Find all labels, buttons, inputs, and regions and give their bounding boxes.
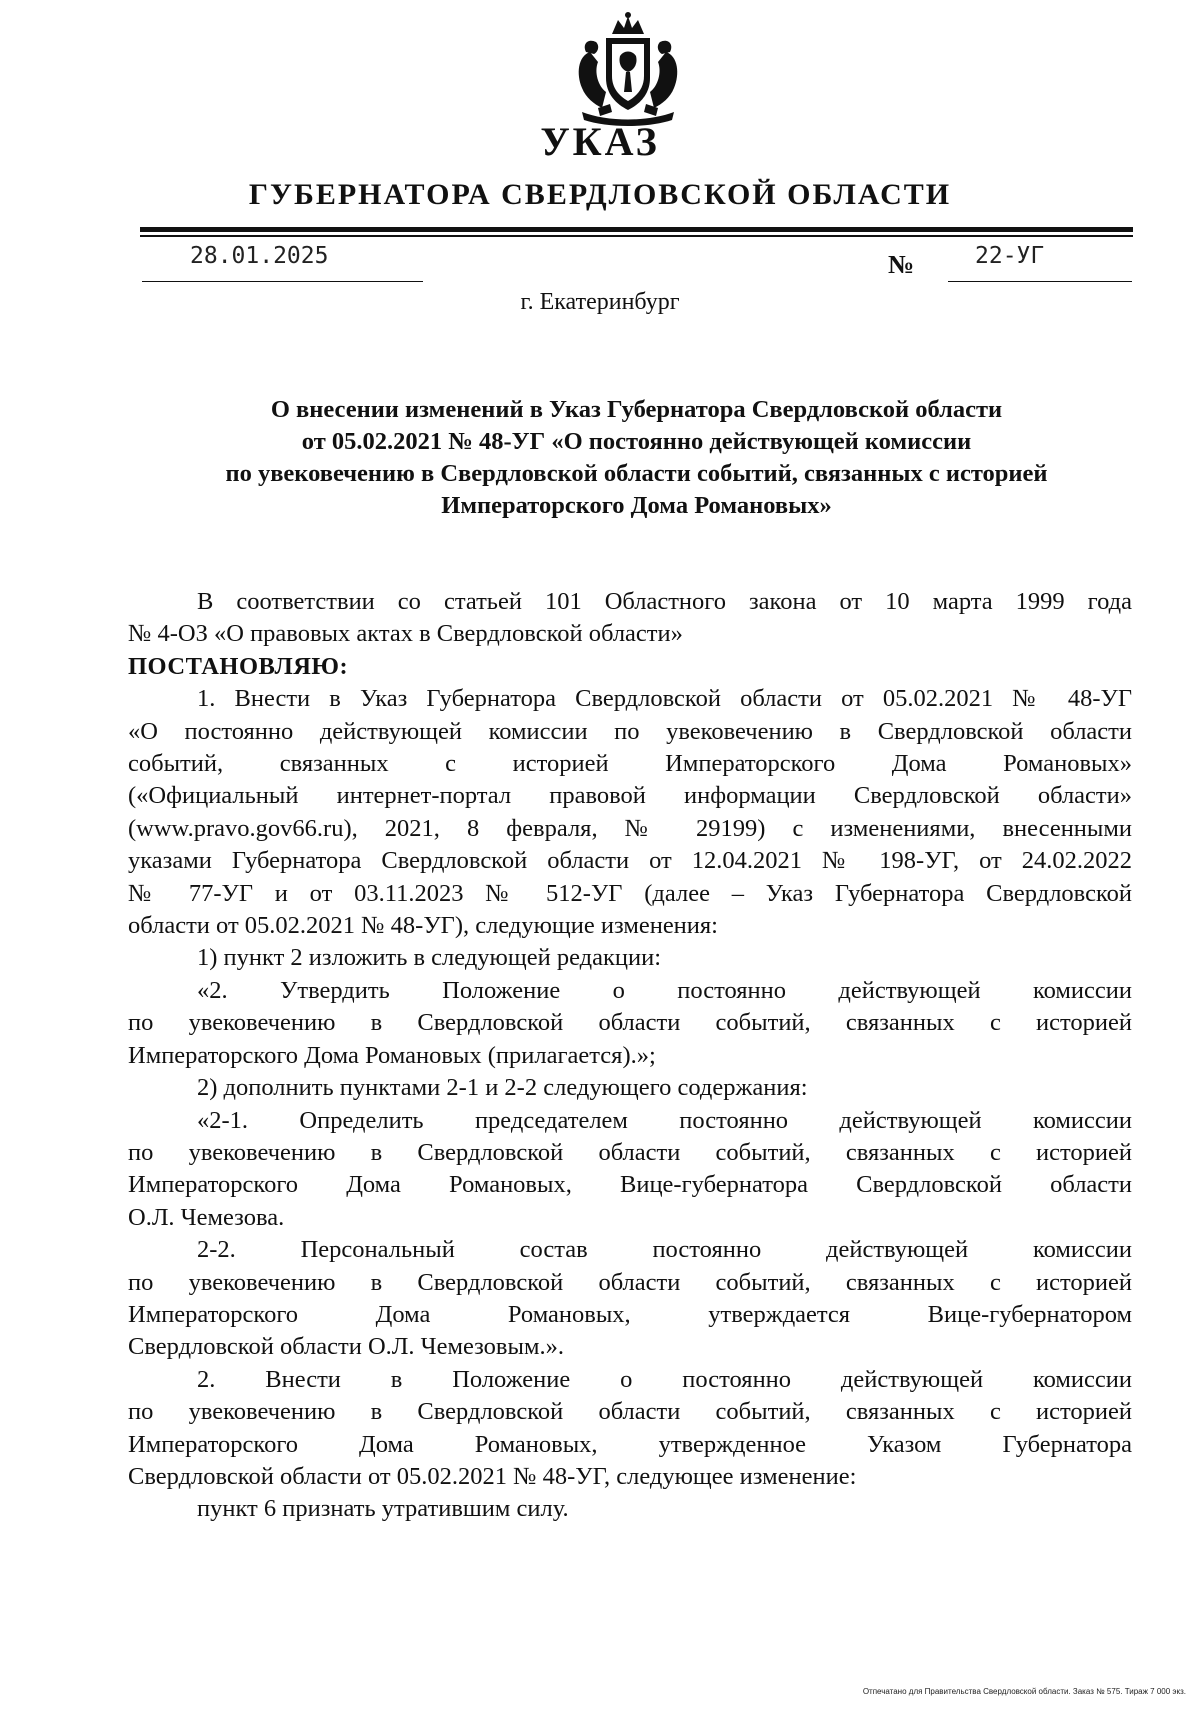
body-line: по увековечению в Свердловской области событий, связанных с историей — [128, 1138, 1132, 1166]
body-line: 2) дополнить пунктами 2-1 и 2-2 следующего содержания: — [197, 1074, 808, 1102]
date-underline — [142, 281, 423, 282]
document-date: 28.01.2025 — [190, 243, 329, 269]
header-rule-thick — [140, 227, 1133, 232]
body-line: Императорского Дома Романовых, утвержденное Указом Губернатора — [128, 1430, 1132, 1458]
body-line: «2-1. Определить председателем постоянно действующей комиссии — [197, 1106, 1132, 1134]
coat-of-arms-emblem — [568, 12, 688, 130]
body-line: Императорского Дома Романовых, утверждается Вице-губернатором — [128, 1300, 1132, 1328]
body-line: Императорского Дома Романовых, Вице-губернатора Свердловской области — [128, 1171, 1132, 1199]
body-line: (www.pravo.gov66.ru), 2021, 8 февраля, № 29199) с изменениями, внесенными — [128, 814, 1132, 842]
body-line: Свердловской области от 05.02.2021 № 48-УГ, следующее изменение: — [128, 1462, 857, 1490]
number-underline — [948, 281, 1132, 282]
city: г. Екатеринбург — [520, 289, 680, 315]
body-line: по увековечению в Свердловской области событий, связанных с историей — [128, 1009, 1132, 1037]
issuer-title: ГУБЕРНАТОРА СВЕРДЛОВСКОЙ ОБЛАСТИ — [248, 178, 952, 211]
body-line: по увековечению в Свердловской области событий, связанных с историей — [128, 1268, 1132, 1296]
title-line: О внесении изменений в Указ Губернатора Свердловской области — [270, 396, 1003, 423]
body-line: Свердловской области О.Л. Чемезовым.». — [128, 1333, 564, 1361]
title-line: Императорского Дома Романовых» — [441, 492, 832, 519]
header-rule-thin — [140, 235, 1133, 237]
body-line: № 4-ОЗ «О правовых актах в Свердловской области» — [128, 620, 683, 648]
body-line: О.Л. Чемезова. — [128, 1203, 285, 1231]
body-line: В соответствии со статьей 101 Областного закона от 10 марта 1999 года — [197, 588, 1132, 615]
title-line: от 05.02.2021 № 48-УГ «О постоянно действующей комиссии — [301, 428, 972, 455]
resolution-heading: ПОСТАНОВЛЯЮ: — [128, 652, 349, 680]
body-line: 1. Внести в Указ Губернатора Свердловской области от 05.02.2021 № 48-УГ — [197, 685, 1132, 713]
body-line: по увековечению в Свердловской области событий, связанных с историей — [128, 1398, 1132, 1426]
body-line: 2. Внести в Положение о постоянно действующей комиссии — [197, 1365, 1132, 1393]
body-line: 1) пункт 2 изложить в следующей редакции: — [197, 944, 662, 972]
document-type: УКАЗ — [540, 119, 660, 164]
body-line: № 77-УГ и от 03.11.2023 № 512-УГ (далее – Указ Губернатора Свердловской — [128, 879, 1132, 907]
title-line: по увековечению в Свердловской области событий, связанных с историей — [225, 460, 1048, 487]
body-line: указами Губернатора Свердловской области от 12.04.2021 № 198-УГ, от 24.02.2022 — [128, 847, 1132, 875]
document-title — [140, 394, 1133, 522]
print-footer: Отпечатано для Правительства Свердловской области. Заказ № 575. Тираж 7 000 экз. — [862, 1687, 1186, 1696]
body-line: «О постоянно действующей комиссии по увековечению в Свердловской области — [128, 717, 1132, 745]
body-line: пункт 6 признать утратившим силу. — [197, 1495, 569, 1523]
body-line: «2. Утвердить Положение о постоянно действующей комиссии — [197, 976, 1132, 1004]
document-body — [128, 586, 1132, 1526]
body-line: («Официальный интернет-портал правовой информации Свердловской области» — [128, 782, 1132, 810]
number-sign: № — [888, 250, 915, 279]
body-line: области от 05.02.2021 № 48-УГ), следующие изменения: — [128, 912, 718, 940]
body-line: 2-2. Персональный состав постоянно действующей комиссии — [197, 1236, 1132, 1264]
document-number: 22-УГ — [975, 243, 1045, 269]
body-line: Императорского Дома Романовых (прилагается).»; — [128, 1041, 656, 1069]
body-line: событий, связанных с историей Императорского Дома Романовых» — [128, 750, 1132, 778]
